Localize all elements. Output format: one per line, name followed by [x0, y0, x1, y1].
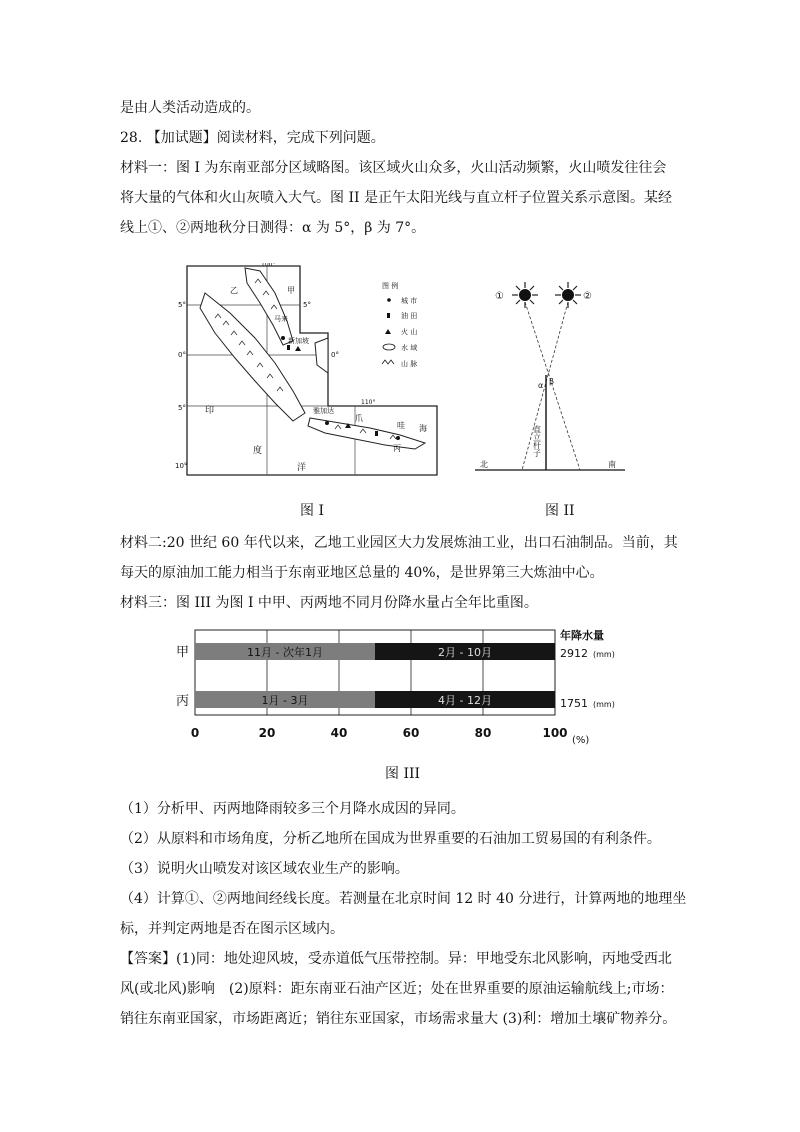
question-title: 28. 【加试题】阅读材料，完成下列问题。 — [120, 130, 385, 146]
place-label: 爪 — [355, 414, 363, 423]
x-tick-label: 100 — [542, 726, 568, 740]
place-label: 新加坡 — [288, 337, 309, 345]
bar-segment-label: 11月 - 次年1月 — [247, 646, 323, 659]
place-label: 乙 — [230, 286, 238, 295]
text-line: 材料三：图 III 为图 I 中甲、丙两地不同月份降水量占全年比重图。 — [120, 595, 538, 611]
sun-label-2: ② — [583, 291, 592, 302]
legend-item: 油 田 — [401, 312, 418, 320]
text-line: 每天的原油加工能力相当于东南亚地区总量的 40%，是世界第三大炼油中心。 — [120, 565, 604, 581]
map-legend — [382, 281, 417, 368]
text-line: 将大量的气体和火山灰喷入大气。图 II 是正午太阳光线与直立杆子位置关系示意图。某经 — [120, 190, 672, 206]
legend-item: 火 山 — [401, 328, 418, 336]
legend-item: 山 脉 — [401, 360, 418, 368]
place-label: 度 — [253, 446, 263, 456]
x-tick-label: 80 — [474, 726, 492, 740]
figure-3-chart — [168, 625, 638, 750]
legend-item: 城 市 — [401, 297, 418, 305]
angle-alpha: α — [538, 381, 544, 390]
place-label: 丙 — [393, 444, 401, 453]
bar-segment-label: 2月 - 10月 — [438, 646, 492, 659]
annual-value: 2912 — [560, 647, 588, 660]
annual-header: 年降水量 — [560, 629, 604, 642]
lat-label: 0° — [331, 351, 339, 359]
lon-label: 110° — [361, 399, 376, 406]
place-label: 印 — [205, 406, 215, 416]
text-line: 是由人类活动造成的。 — [120, 100, 260, 116]
annual-unit: (mm) — [593, 650, 615, 659]
text-line: 材料二:20 世纪 60 年代以来，乙地工业园区大力发展炼油工业，出口石油制品。当前，其 — [120, 535, 678, 551]
text-line: 材料一：图 I 为东南亚部分区域略图。该区域火山众多，火山活动频繁，火山喷发往往会 — [120, 160, 667, 176]
lon-label: 100° — [261, 263, 276, 268]
lat-label: 5° — [303, 301, 311, 309]
bar-segment-label: 1月 - 3月 — [261, 694, 309, 707]
answer-line: 销往东南亚国家，市场距离近；销往东亚国家，市场需求量大 (3)利：增加土壤矿物养分。 — [120, 1011, 677, 1027]
place-label: 甲 — [287, 286, 295, 295]
pole-label: 直立杆子 — [532, 425, 542, 457]
figure-1-map — [175, 263, 440, 478]
question-item: （3）说明火山喷发对该区域农业生产的影响。 — [120, 861, 409, 877]
category-label: 甲 — [176, 645, 190, 660]
lat-label: 0° — [178, 351, 186, 359]
figure-2-diagram — [470, 280, 630, 480]
figure-1-caption: 图 I — [300, 503, 324, 519]
figure-3-caption: 图 III — [385, 766, 421, 782]
question-item: （2）从原料和市场角度，分析乙地所在国成为世界重要的石油加工贸易国的有利条件。 — [120, 831, 661, 847]
x-tick-label: 0 — [190, 726, 200, 740]
question-item: （1）分析甲、丙两地降雨较多三个月降水成因的异同。 — [120, 801, 465, 817]
axis-unit: (%) — [572, 735, 590, 746]
place-label: 洋 — [297, 463, 307, 473]
bar-segment-label: 4月 - 12月 — [438, 694, 492, 707]
place-label: 马来 — [274, 315, 288, 323]
place-label: 哇 — [397, 421, 405, 430]
legend-item: 水 域 — [401, 344, 418, 352]
lat-label: 10° — [175, 462, 188, 470]
angle-beta: β — [549, 377, 555, 386]
sun-label-1: ① — [495, 291, 504, 302]
figure-2-caption: 图 II — [545, 503, 575, 519]
x-tick-label: 60 — [402, 726, 420, 740]
south-label: 南 — [608, 460, 616, 469]
answer-line: 【答案】(1)同：地处迎风坡，受赤道低气压带控制。异：甲地受东北风影响，丙地受西北 — [120, 951, 672, 967]
place-label: 海 — [419, 424, 427, 433]
lat-label: 5° — [178, 404, 186, 412]
annual-unit: (mm) — [593, 700, 615, 709]
lat-label: 5° — [178, 301, 186, 309]
north-label: 北 — [480, 460, 488, 469]
question-item: （4）计算①、②两地间经线长度。若测量在北京时间 12 时 40 分进行，计算两地的地理坐 — [120, 891, 687, 907]
place-label: 雅加达 — [313, 407, 334, 415]
x-tick-label: 40 — [330, 726, 348, 740]
category-label: 丙 — [176, 694, 190, 709]
answer-line: 风(或北风)影响 (2)原料：距东南亚石油产区近；处在世界重要的原油运输航线上;市场： — [120, 981, 674, 997]
text-line: 线上①、②两地秋分日测得：α 为 5°，β 为 7°。 — [120, 220, 426, 236]
question-item: 标，并判定两地是否在图示区域内。 — [120, 921, 344, 937]
x-tick-label: 20 — [258, 726, 276, 740]
legend-title: 图 例 — [382, 282, 399, 290]
annual-value: 1751 — [560, 697, 588, 710]
